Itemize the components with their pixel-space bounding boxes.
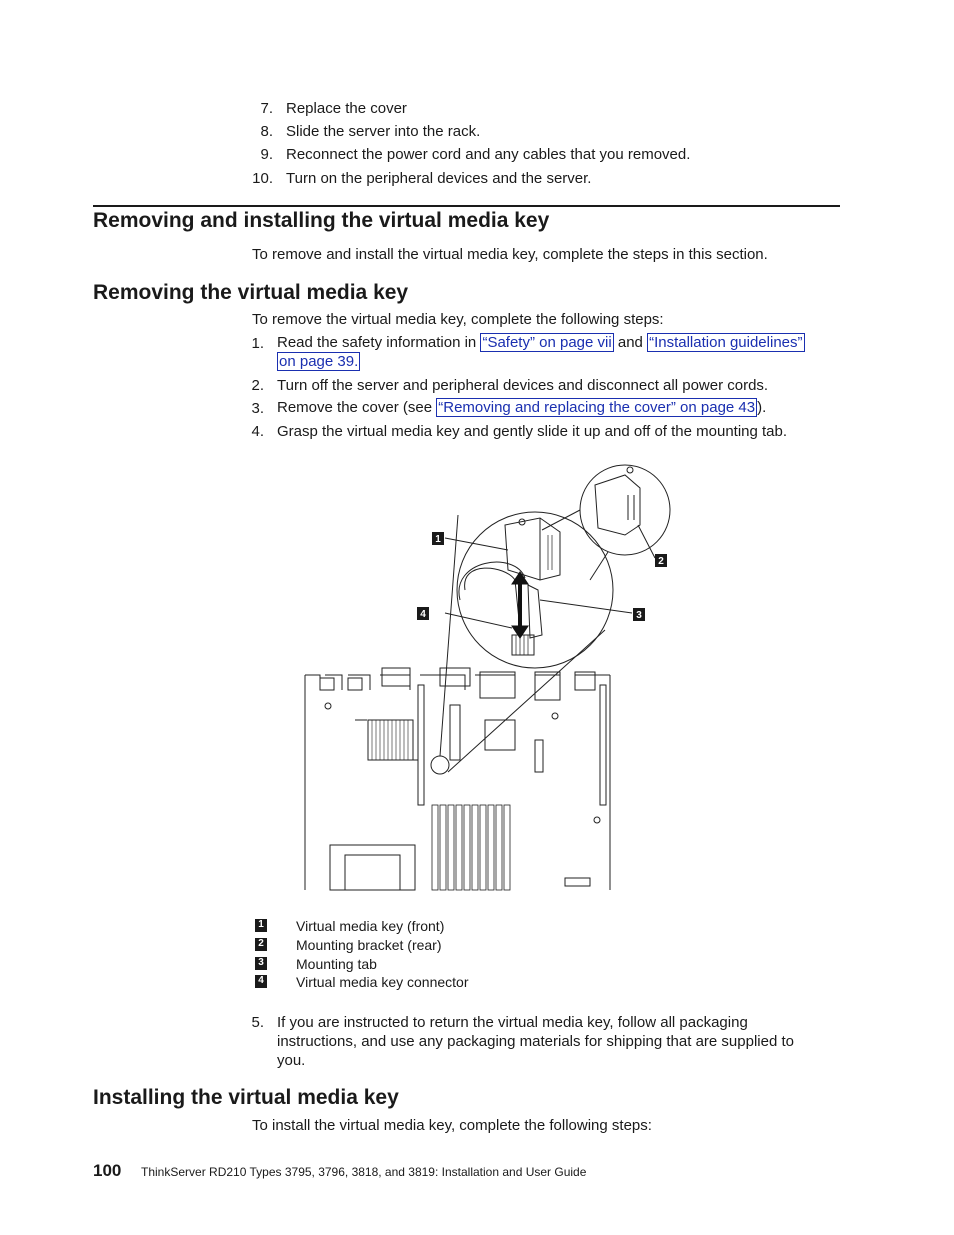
step-text: instructions, and use any packaging materials for shipping that are supplied to (277, 1033, 794, 1050)
step-text: Grasp the virtual media key and gently slide it up and off of the mounting tab. (277, 423, 788, 440)
legend-callout: 1 (255, 919, 267, 932)
step-number: 10. (252, 170, 273, 187)
legend-text: Mounting tab (296, 956, 377, 972)
safety-link[interactable]: “Safety” on page vii (482, 334, 612, 351)
footer-title: ThinkServer RD210 Types 3795, 3796, 3818, and 3819: Installation and User Guide (141, 1165, 587, 1179)
step-number: 8. (260, 123, 273, 140)
installation-guidelines-link-continued[interactable]: on page 39. (279, 353, 359, 370)
removing-cover-link[interactable]: “Removing and replacing the cover” on page 43 (438, 399, 756, 416)
step-text (277, 333, 805, 352)
legend-callout: 4 (255, 975, 267, 988)
step-number: 5. (251, 1014, 264, 1031)
section-heading: Removing the virtual media key (93, 281, 409, 304)
step-text-part: and (613, 334, 648, 351)
step-text (277, 398, 766, 417)
section-heading: Removing and installing the virtual media key (93, 209, 550, 232)
section-rule (93, 205, 840, 207)
step-text: Turn on the peripheral devices and the server. (286, 170, 592, 187)
step-text-part: Remove the cover (see (277, 399, 437, 416)
step-number: 7. (260, 100, 273, 117)
legend-text: Virtual media key connector (296, 974, 469, 990)
section-intro: To remove the virtual media key, complete the following steps: (252, 311, 664, 328)
figure-callouts (417, 532, 667, 621)
page-number: 100 (93, 1161, 122, 1180)
virtual-media-key-illustration (290, 450, 690, 895)
legend-callout: 3 (255, 957, 267, 970)
step-text-part: Read the safety information in (277, 334, 481, 351)
step-text-continued (277, 352, 360, 371)
section-heading: Installing the virtual media key (93, 1086, 399, 1109)
step-number: 3. (251, 400, 264, 417)
legend-text: Mounting bracket (rear) (296, 937, 442, 953)
step-text-part: ). (757, 399, 767, 416)
callout-label: 1 (435, 534, 441, 545)
step-number: 9. (260, 146, 273, 163)
step-text: Turn off the server and peripheral devices and disconnect all power cords. (277, 377, 769, 394)
section-intro: To install the virtual media key, complete the following steps: (252, 1117, 652, 1134)
legend-text: Virtual media key (front) (296, 918, 445, 934)
installation-guidelines-link[interactable]: “Installation guidelines” (649, 334, 803, 351)
step-text: Slide the server into the rack. (286, 123, 481, 140)
callout-label: 3 (636, 610, 642, 621)
step-text: Reconnect the power cord and any cables that you removed. (286, 146, 691, 163)
step-number: 4. (251, 423, 264, 440)
callout-label: 2 (658, 556, 664, 567)
section-intro: To remove and install the virtual media key, complete the steps in this section. (252, 246, 768, 263)
step-text: you. (277, 1052, 306, 1069)
callout-label: 4 (420, 609, 426, 620)
step-text: If you are instructed to return the virtual media key, follow all packaging (277, 1014, 748, 1031)
step-number: 2. (251, 377, 264, 394)
legend-callout: 2 (255, 938, 267, 951)
step-number: 1. (251, 335, 264, 352)
step-text: Replace the cover (286, 100, 407, 117)
